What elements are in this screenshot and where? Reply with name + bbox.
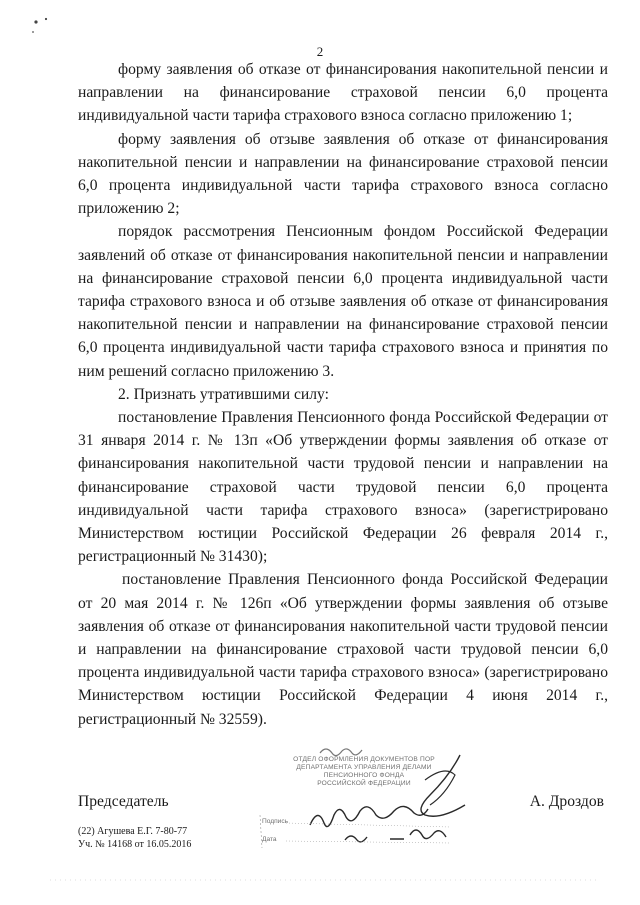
signatory-title: Председатель bbox=[78, 793, 169, 810]
stamp-signed-label: Подпись bbox=[262, 818, 289, 825]
paragraph-form-withdrawal: форму заявления об отзыве заявления об отказе от финансирования накопительной пенсии и направлении на финансирование страховой пенсии 6,0 процента индивидуальной части тарифа страхового взноса согласно приложению 2; bbox=[78, 130, 608, 218]
stamp-line: ПЕНСИОННОГО ФОНДА bbox=[323, 772, 405, 779]
paragraph-repealed-resolution-126p: постановление Правления Пенсионного фонда Российской Федерации от 20 мая 2014 г. № 126п «Об утверждении формы заявления об отзыве заявления об отказе от финансирования накопительной части трудовой пенсии и направлении на финансирование страховой части трудовой пенсии 6,0 процента индивидуальной части тарифа страхового взноса» (зарегистрировано Министерством юстиции Российской Федерации 4 июня 2014 г., регистрационный № 32559). bbox=[78, 571, 608, 728]
stamp-date-label: Дата bbox=[262, 836, 277, 843]
document-body bbox=[78, 58, 608, 731]
paragraph-review-procedure: порядок рассмотрения Пенсионным фондом Российской Федерации заявлений об отказе от финансирования накопительной пенсии и направлении на финансирование страховой пенсии 6,0 процента индивидуальной части тарифа страхового взноса и об отзыве заявления об отказе от финансирования накопительной пенсии и направлении на финансирование страховой пенсии 6,0 процента индивидуальной части тарифа страхового взноса и принятия по ним решений согласно приложению 3. bbox=[78, 223, 608, 380]
registration-line: Уч. № 14168 от 16.05.2016 bbox=[78, 839, 192, 850]
handwritten-signature-and-date bbox=[250, 735, 510, 855]
footer-executor-info bbox=[78, 825, 191, 851]
executor-line: (22) Агушева Е.Г. 7-80-77 bbox=[78, 826, 188, 837]
paragraph-repealed-resolution-13p: постановление Правления Пенсионного фонда Российской Федерации от 31 января 2014 г. № 13п «Об утверждении формы заявления об отказе от финансирования накопительной части трудовой пенсии и направлении на финансирование страховой части трудовой пенсии 6,0 процента индивидуальной части тарифа страхового взноса» (зарегистрировано Министерством юстиции Российской Федерации 26 февраля 2014 г., регистрационный № 31430); bbox=[78, 409, 608, 566]
page-number: 2 bbox=[316, 44, 324, 59]
signatory-name: А. Дроздов bbox=[529, 793, 604, 810]
stamp-line: РОССИЙСКОЙ ФЕДЕРАЦИИ bbox=[317, 780, 411, 787]
stamp-line: ДЕПАРТАМЕНТА УПРАВЛЕНИЯ ДЕЛАМИ bbox=[296, 764, 432, 771]
paragraph-repeal-heading: 2. Признать утратившими силу: bbox=[118, 385, 329, 403]
stamp-line: ОТДЕЛ ОФОРМЛЕНИЯ ДОКУМЕНТОВ ПОР bbox=[293, 756, 435, 763]
paragraph-form-refusal: форму заявления об отказе от финансирования накопительной пенсии и направлении на финансирование страховой пенсии 6,0 процента индивидуальной части тарифа страхового взноса согласно приложению 1; bbox=[78, 61, 608, 125]
